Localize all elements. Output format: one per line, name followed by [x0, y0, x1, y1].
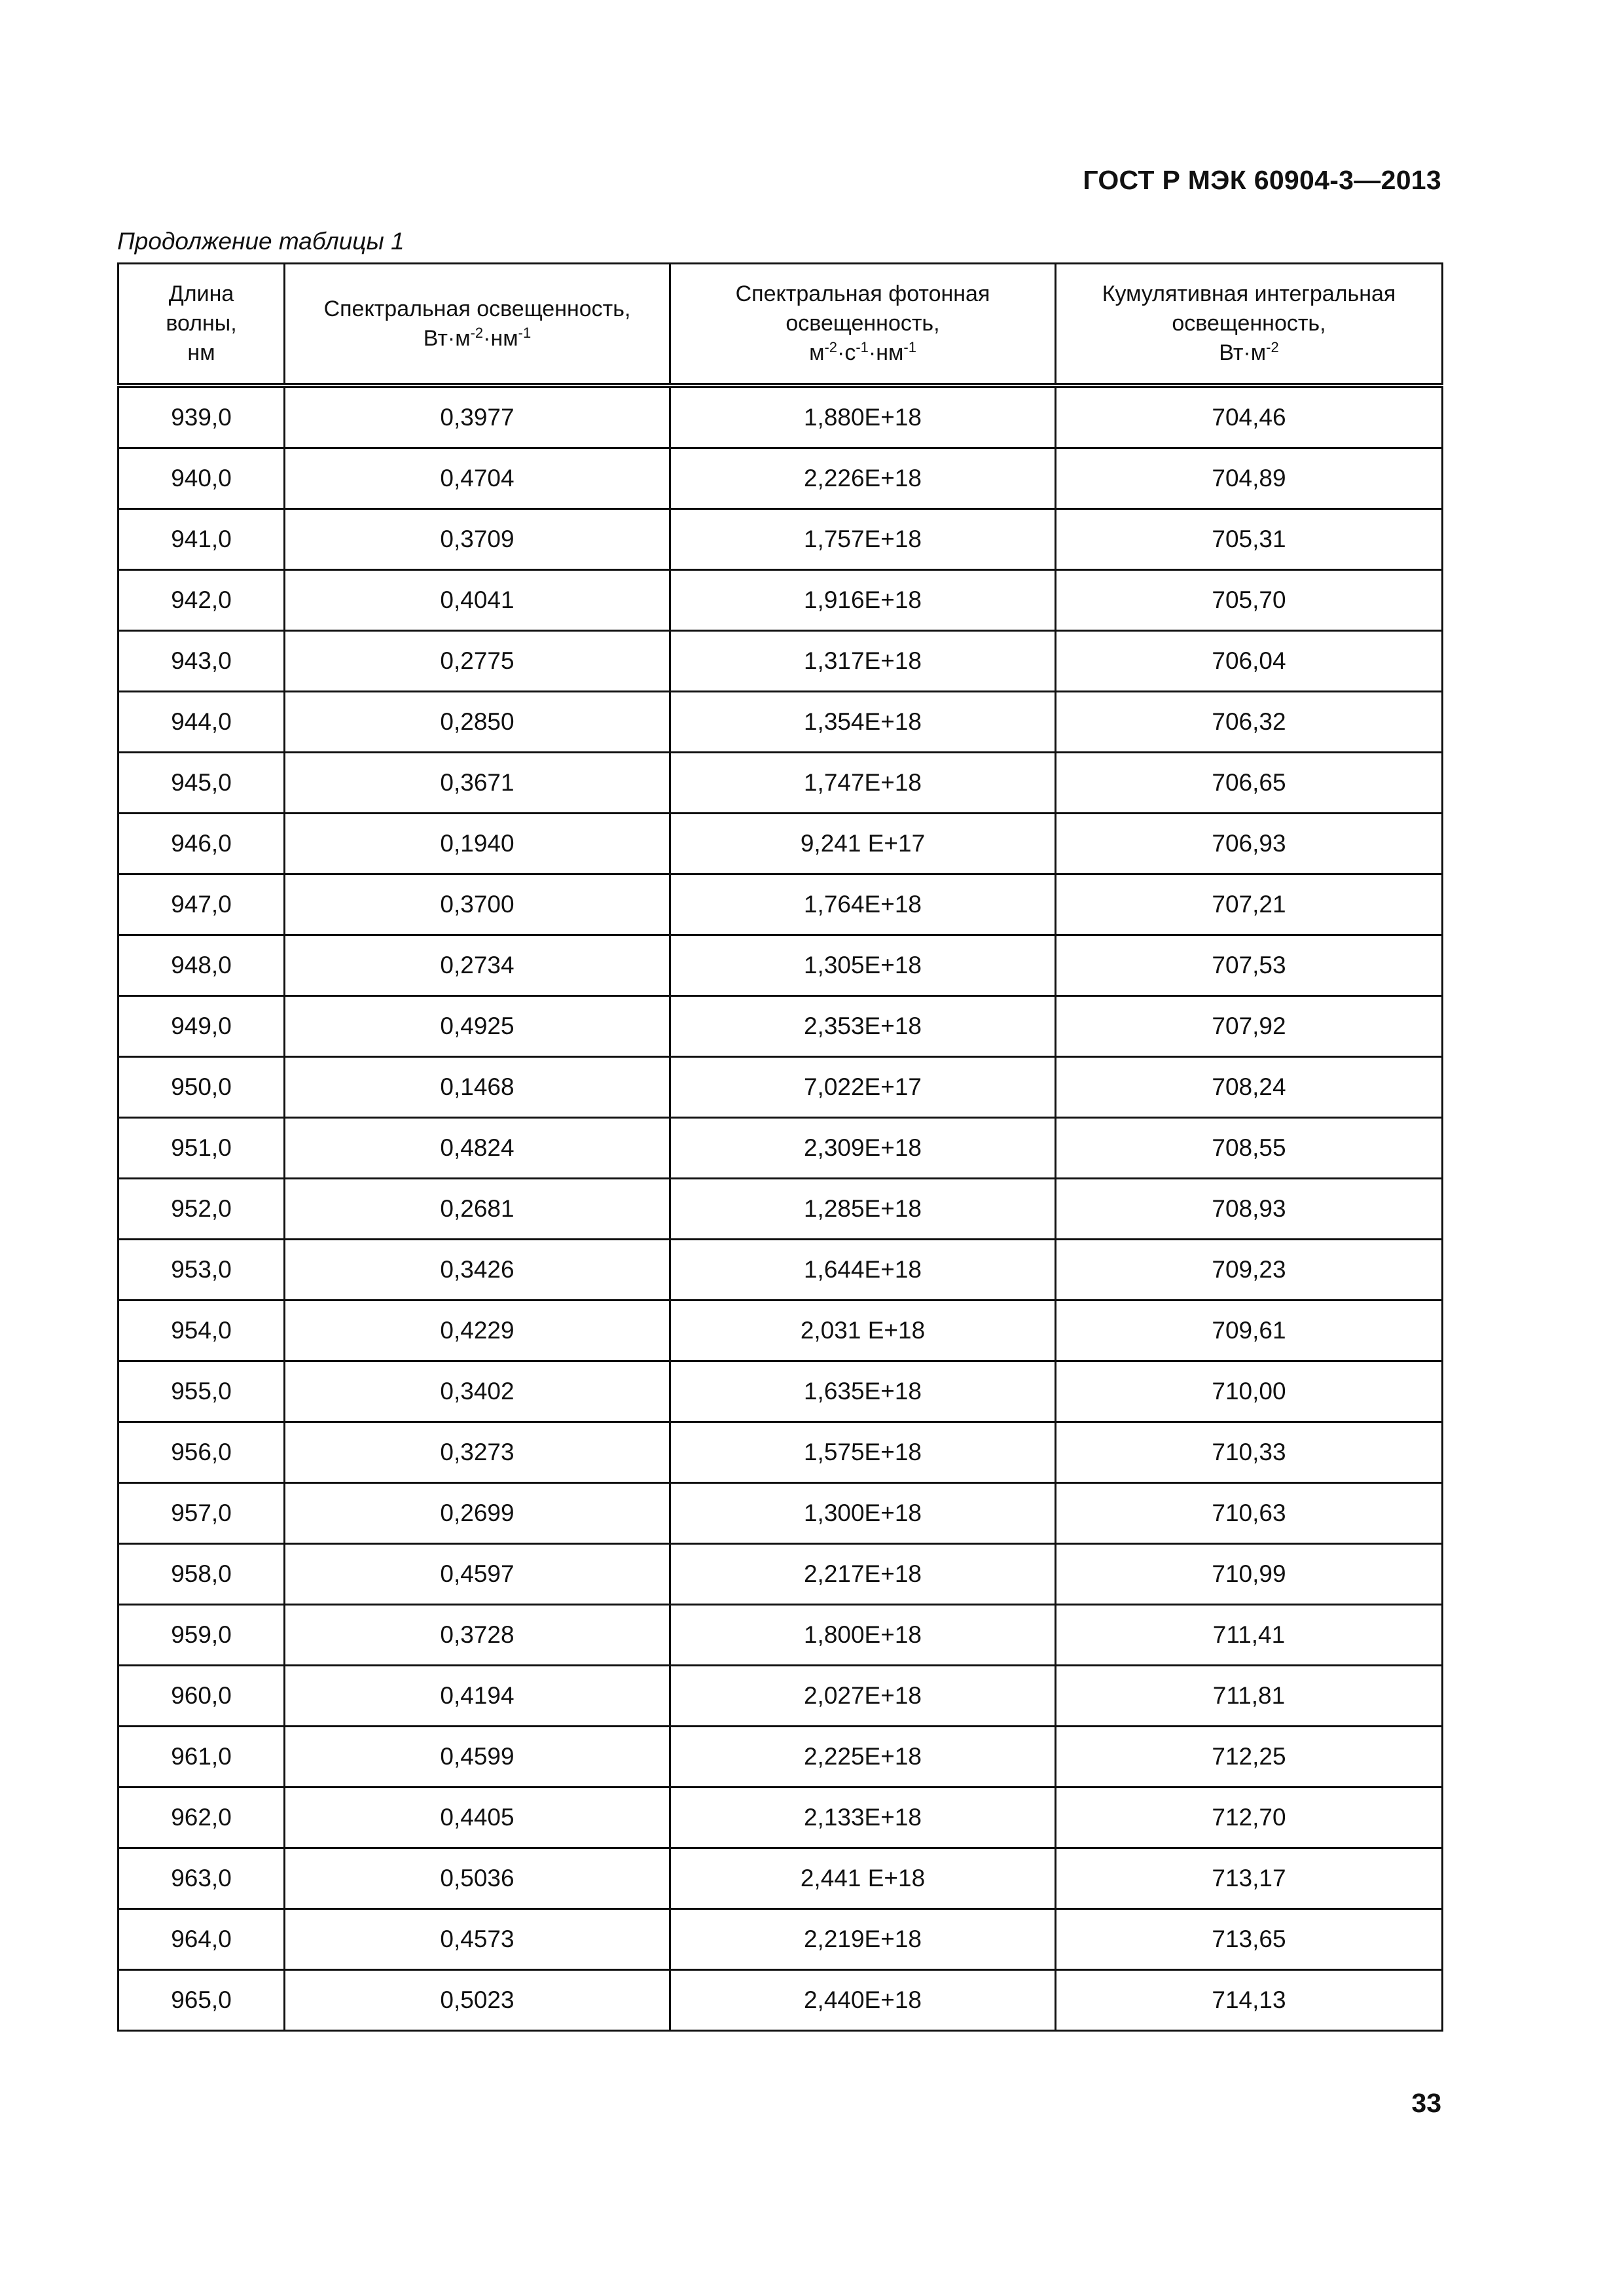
cell-photon-irradiance: 2,353E+18	[670, 996, 1056, 1057]
cell-cumulative-irradiance: 710,33	[1056, 1422, 1443, 1483]
cell-spectral-irradiance: 0,4599	[285, 1727, 670, 1787]
cell-photon-irradiance: 2,217E+18	[670, 1544, 1056, 1605]
cell-cumulative-irradiance: 713,65	[1056, 1909, 1443, 1970]
cell-photon-irradiance: 1,300E+18	[670, 1483, 1056, 1544]
cell-wavelength: 949,0	[118, 996, 285, 1057]
cell-cumulative-irradiance: 708,55	[1056, 1118, 1443, 1179]
cell-photon-irradiance: 1,354E+18	[670, 692, 1056, 753]
table-row	[118, 996, 1443, 1057]
table-header-row	[118, 264, 1443, 386]
cell-wavelength: 942,0	[118, 570, 285, 631]
cell-cumulative-irradiance: 708,24	[1056, 1057, 1443, 1118]
cell-spectral-irradiance: 0,1468	[285, 1057, 670, 1118]
table-body	[118, 386, 1443, 2031]
cell-wavelength: 962,0	[118, 1787, 285, 1848]
table-row	[118, 874, 1443, 935]
cell-cumulative-irradiance: 710,00	[1056, 1361, 1443, 1422]
cell-spectral-irradiance: 0,3977	[285, 386, 670, 448]
cell-cumulative-irradiance: 707,53	[1056, 935, 1443, 996]
cell-spectral-irradiance: 0,4229	[285, 1300, 670, 1361]
cell-cumulative-irradiance: 707,92	[1056, 996, 1443, 1057]
header-line: волны,	[166, 311, 237, 336]
cell-photon-irradiance: 1,644E+18	[670, 1240, 1056, 1300]
cell-photon-irradiance: 1,757E+18	[670, 509, 1056, 570]
cell-wavelength: 939,0	[118, 386, 285, 448]
table-row	[118, 1422, 1443, 1483]
header-line: нм	[187, 340, 215, 365]
table-row	[118, 1666, 1443, 1727]
table-row	[118, 1361, 1443, 1422]
header-unit: $м^{-2}\cdot с^{-1}\cdot нм^{-1}$	[809, 339, 916, 365]
cell-photon-irradiance: 2,031 E+18	[670, 1300, 1056, 1361]
cell-spectral-irradiance: 0,4704	[285, 448, 670, 509]
cell-photon-irradiance: 2,309E+18	[670, 1118, 1056, 1179]
cell-spectral-irradiance: 0,2681	[285, 1179, 670, 1240]
cell-wavelength: 954,0	[118, 1300, 285, 1361]
cell-cumulative-irradiance: 706,65	[1056, 753, 1443, 814]
table-row	[118, 1483, 1443, 1544]
cell-wavelength: 943,0	[118, 631, 285, 692]
cell-photon-irradiance: 1,575E+18	[670, 1422, 1056, 1483]
cell-spectral-irradiance: 0,4041	[285, 570, 670, 631]
cell-wavelength: 958,0	[118, 1544, 285, 1605]
cell-cumulative-irradiance: 708,93	[1056, 1179, 1443, 1240]
cell-wavelength: 947,0	[118, 874, 285, 935]
cell-wavelength: 964,0	[118, 1909, 285, 1970]
cell-cumulative-irradiance: 706,93	[1056, 814, 1443, 874]
cell-spectral-irradiance: 0,2775	[285, 631, 670, 692]
cell-photon-irradiance: 1,747E+18	[670, 753, 1056, 814]
header-unit: $Вт\cdot м^{-2}\cdot нм^{-1}$	[423, 324, 532, 351]
header-line: освещенность,	[1172, 311, 1326, 336]
document-header-title: ГОСТ Р МЭК 60904-3—2013	[1083, 165, 1441, 195]
table-row	[118, 1605, 1443, 1666]
cell-cumulative-irradiance: 705,70	[1056, 570, 1443, 631]
table-header	[118, 264, 1443, 386]
cell-spectral-irradiance: 0,2734	[285, 935, 670, 996]
spectral-data-table	[117, 262, 1443, 2032]
header-line: Спектральная освещенность,	[323, 296, 631, 321]
cell-photon-irradiance: 1,635E+18	[670, 1361, 1056, 1422]
table-row	[118, 935, 1443, 996]
table-row	[118, 1848, 1443, 1909]
cell-cumulative-irradiance: 704,46	[1056, 386, 1443, 448]
cell-spectral-irradiance: 0,3700	[285, 874, 670, 935]
cell-photon-irradiance: 2,027E+18	[670, 1666, 1056, 1727]
cell-wavelength: 959,0	[118, 1605, 285, 1666]
cell-photon-irradiance: 1,800E+18	[670, 1605, 1056, 1666]
header-unit: $Вт\cdot м^{-2}$	[1219, 339, 1279, 365]
column-header-wavelength	[118, 264, 285, 386]
table-row	[118, 1300, 1443, 1361]
column-header-spectral-photon-irradiance	[670, 264, 1056, 386]
cell-wavelength: 957,0	[118, 1483, 285, 1544]
cell-photon-irradiance: 1,317E+18	[670, 631, 1056, 692]
cell-spectral-irradiance: 0,3273	[285, 1422, 670, 1483]
table-row	[118, 1240, 1443, 1300]
cell-cumulative-irradiance: 706,04	[1056, 631, 1443, 692]
cell-cumulative-irradiance: 709,61	[1056, 1300, 1443, 1361]
cell-photon-irradiance: 2,219E+18	[670, 1909, 1056, 1970]
header-line: Спектральная фотонная	[735, 281, 990, 306]
cell-spectral-irradiance: 0,3709	[285, 509, 670, 570]
cell-cumulative-irradiance: 709,23	[1056, 1240, 1443, 1300]
cell-cumulative-irradiance: 710,99	[1056, 1544, 1443, 1605]
cell-photon-irradiance: 9,241 E+17	[670, 814, 1056, 874]
cell-wavelength: 941,0	[118, 509, 285, 570]
cell-photon-irradiance: 1,764E+18	[670, 874, 1056, 935]
table-row	[118, 1787, 1443, 1848]
cell-photon-irradiance: 1,285E+18	[670, 1179, 1056, 1240]
page-number: 33	[1411, 2088, 1441, 2118]
cell-spectral-irradiance: 0,4925	[285, 996, 670, 1057]
cell-photon-irradiance: 1,305E+18	[670, 935, 1056, 996]
table-row	[118, 814, 1443, 874]
cell-photon-irradiance: 2,225E+18	[670, 1727, 1056, 1787]
column-header-cumulative-irradiance	[1056, 264, 1443, 386]
cell-spectral-irradiance: 0,2699	[285, 1483, 670, 1544]
table-row	[118, 631, 1443, 692]
cell-photon-irradiance: 7,022E+17	[670, 1057, 1056, 1118]
cell-wavelength: 950,0	[118, 1057, 285, 1118]
cell-cumulative-irradiance: 710,63	[1056, 1483, 1443, 1544]
table-row	[118, 692, 1443, 753]
cell-photon-irradiance: 2,133E+18	[670, 1787, 1056, 1848]
cell-wavelength: 946,0	[118, 814, 285, 874]
table-row	[118, 1118, 1443, 1179]
table-row	[118, 509, 1443, 570]
cell-cumulative-irradiance: 711,81	[1056, 1666, 1443, 1727]
cell-wavelength: 960,0	[118, 1666, 285, 1727]
cell-wavelength: 948,0	[118, 935, 285, 996]
cell-cumulative-irradiance: 711,41	[1056, 1605, 1443, 1666]
cell-spectral-irradiance: 0,4405	[285, 1787, 670, 1848]
cell-spectral-irradiance: 0,4597	[285, 1544, 670, 1605]
cell-spectral-irradiance: 0,3426	[285, 1240, 670, 1300]
header-line: Кумулятивная интегральная	[1102, 281, 1396, 306]
cell-wavelength: 961,0	[118, 1727, 285, 1787]
cell-cumulative-irradiance: 707,21	[1056, 874, 1443, 935]
cell-wavelength: 945,0	[118, 753, 285, 814]
cell-cumulative-irradiance: 712,70	[1056, 1787, 1443, 1848]
cell-spectral-irradiance: 0,2850	[285, 692, 670, 753]
table-row	[118, 1057, 1443, 1118]
table-row	[118, 570, 1443, 631]
table-row	[118, 386, 1443, 448]
cell-cumulative-irradiance: 712,25	[1056, 1727, 1443, 1787]
table-row	[118, 448, 1443, 509]
cell-spectral-irradiance: 0,4573	[285, 1909, 670, 1970]
cell-spectral-irradiance: 0,3728	[285, 1605, 670, 1666]
table-row	[118, 1727, 1443, 1787]
cell-spectral-irradiance: 0,5036	[285, 1848, 670, 1909]
table-row	[118, 1179, 1443, 1240]
table-row	[118, 1909, 1443, 1970]
cell-wavelength: 953,0	[118, 1240, 285, 1300]
cell-wavelength: 956,0	[118, 1422, 285, 1483]
header-line: Длина	[168, 281, 234, 306]
cell-wavelength: 944,0	[118, 692, 285, 753]
cell-wavelength: 963,0	[118, 1848, 285, 1909]
cell-wavelength: 955,0	[118, 1361, 285, 1422]
cell-spectral-irradiance: 0,3671	[285, 753, 670, 814]
cell-cumulative-irradiance: 714,13	[1056, 1970, 1443, 2031]
cell-photon-irradiance: 2,441 E+18	[670, 1848, 1056, 1909]
table-row	[118, 753, 1443, 814]
cell-cumulative-irradiance: 704,89	[1056, 448, 1443, 509]
table-caption: Продолжение таблицы 1	[117, 228, 405, 255]
cell-cumulative-irradiance: 713,17	[1056, 1848, 1443, 1909]
cell-wavelength: 951,0	[118, 1118, 285, 1179]
cell-wavelength: 952,0	[118, 1179, 285, 1240]
cell-photon-irradiance: 2,226E+18	[670, 448, 1056, 509]
cell-spectral-irradiance: 0,1940	[285, 814, 670, 874]
cell-spectral-irradiance: 0,4824	[285, 1118, 670, 1179]
cell-photon-irradiance: 1,880E+18	[670, 386, 1056, 448]
cell-cumulative-irradiance: 706,32	[1056, 692, 1443, 753]
cell-spectral-irradiance: 0,4194	[285, 1666, 670, 1727]
cell-photon-irradiance: 2,440E+18	[670, 1970, 1056, 2031]
cell-spectral-irradiance: 0,5023	[285, 1970, 670, 2031]
cell-photon-irradiance: 1,916E+18	[670, 570, 1056, 631]
cell-spectral-irradiance: 0,3402	[285, 1361, 670, 1422]
cell-cumulative-irradiance: 705,31	[1056, 509, 1443, 570]
table-row	[118, 1544, 1443, 1605]
cell-wavelength: 965,0	[118, 1970, 285, 2031]
cell-wavelength: 940,0	[118, 448, 285, 509]
header-line: освещенность,	[785, 311, 940, 336]
column-header-spectral-irradiance	[285, 264, 670, 386]
table-row	[118, 1970, 1443, 2031]
